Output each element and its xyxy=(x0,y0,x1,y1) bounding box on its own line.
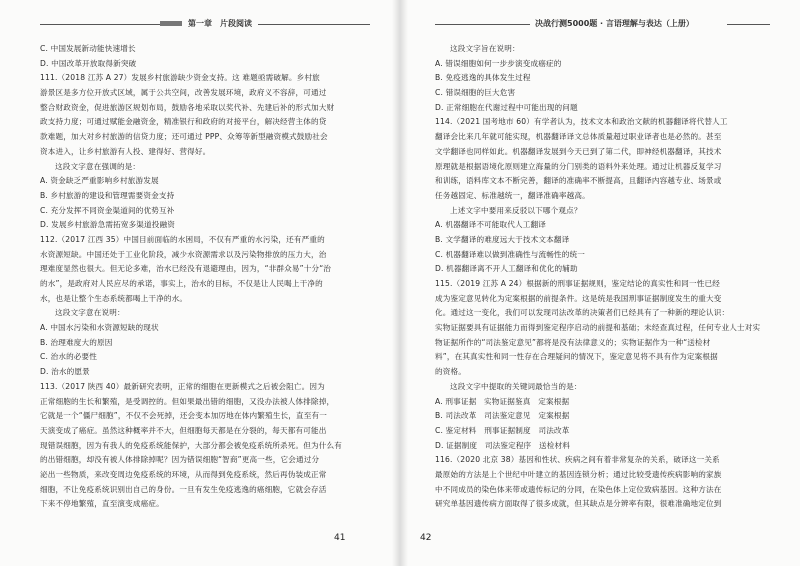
text-line: 上述文字中要用来反驳以下哪个观点？ xyxy=(450,205,582,215)
text-line: 116.（2020 北京 38）基因和性状、疾病之间有着非常复杂的关系，破译这一关系 xyxy=(435,455,720,465)
chapter-title: 第一章 片段阅读 xyxy=(188,19,252,28)
left-page-body xyxy=(40,42,370,512)
text-line: 研究单基因遗传病方面取得了很多成就，但其缺点是分辨率有限，很难准确地定位到 xyxy=(435,499,722,509)
text-line: A. 错误细胞如何一步步演变成癌症的 xyxy=(435,58,562,68)
text-line: 款难题，加大对乡村旅游的信贷力度；还可通过 PPP、众筹等新型融资模式鼓励社会 xyxy=(40,132,328,142)
text-line: C. 充分发挥不同资金渠道间的优势互补 xyxy=(40,205,175,215)
text-line: 这段文字中提取的关键词最恰当的是： xyxy=(450,381,582,391)
book-gutter-shadow xyxy=(392,0,408,566)
text-line: 111.（2018 江苏 A 27）发展乡村旅游缺少资金支持。这 难题亟需破解。乡村旅 xyxy=(40,73,320,83)
text-line: 整合财政资金，促进旅游区规划布局，鼓励各地采取以奖代补、先建后补的形式加大财 xyxy=(40,102,335,112)
text-line: B. 文学翻译的难度远大于技术文本翻译 xyxy=(435,234,570,244)
text-line: 游景区是多方位开放式区域，属于公共空间，改善发展环境，政府义不容辞，可通过 xyxy=(40,88,327,98)
text-line: 天演变成了癌症。虽然这种概率并不大，但细胞每天都是在分裂的，每天都有可能出 xyxy=(40,425,327,435)
right-page-body xyxy=(435,42,770,512)
text-line: 理难度显然也很大。但无论多难，治水已经没有退避理由，因为，“非群众易”十分“治 xyxy=(40,264,332,274)
text-line: 翻译会比来几年就可能实现，机器翻译译文总体质量超过职业译者也是必然的。甚至 xyxy=(435,132,722,142)
text-line: 细胞，不让免疫系统识别出自己的身份。一旦有发生免疫逃逸的癌细胞，它就会存活 xyxy=(40,484,327,494)
text-line: 这段文字意在强调的是： xyxy=(55,161,141,171)
text-line: 的出错细胞，却没有被人体排除掉呢？因为错误细胞“智商”更高一些，它会通过分 xyxy=(40,455,320,465)
text-line: 泌出一些物质，来改变周边免疫系统的环境，从而得到免疫系统，然后再伪装成正常 xyxy=(40,469,327,479)
text-line: 资本进入，让乡村旅游有人投、建得好、营得好。 xyxy=(40,146,211,156)
right-page xyxy=(400,0,800,566)
text-line: C. 中国发展新动能快速增长 xyxy=(40,44,136,53)
text-line: 的资格。 xyxy=(435,367,466,377)
text-line: C. 错误细胞的巨大危害 xyxy=(435,88,516,98)
text-line: 实物证据要具有证据能力而得到鉴定程序启动的前提和基础；未经查真过程，任何专业人士对实 xyxy=(435,323,761,333)
text-line: B. 治理难度大的原因 xyxy=(40,337,113,347)
text-line: 文学翻译也同样如此。机器翻译发展到今天已到了第二代，即神经机器翻译，其技术 xyxy=(435,146,722,156)
text-line: 料”，在其真实性和同一性存在合理疑问的情况下，鉴定意见将不具有作为定案根据 xyxy=(435,352,718,362)
text-line: 最原始的方法是上个世纪中叶建立的基因连锁分析；通过比较受遗传疾病影响的家族 xyxy=(435,469,722,479)
text-line: B. 免疫逃逸的具体发生过程 xyxy=(435,73,531,83)
text-line: D. 机器翻译离不开人工翻译和优化的辅助 xyxy=(435,264,578,274)
text-line: 原理就是根据语境化原则建立海量的分门别类的语料外来处理。通过让机器反复学习 xyxy=(435,161,722,171)
text-line: 113.（2017 陕西 40）最新研究表明，正常的细胞在更新模式之后被会阻亡。因为 xyxy=(40,381,325,391)
text-line: D. 中国改革开放取得新突破 xyxy=(40,58,137,68)
left-page-header xyxy=(40,18,370,32)
right-page-number: 42 xyxy=(420,533,432,543)
text-line: 水资源短缺。中国还处于工业化阶段，减少水资源需求以及污染物排放的压力大，治 xyxy=(40,249,327,259)
text-line: 115.（2019 江苏 A 24）根据新的刑事证据规则，鉴定结论的真实性和同一性已经 xyxy=(435,279,720,288)
text-line: D. 治水的愿景 xyxy=(40,367,90,377)
left-page-number: 41 xyxy=(334,533,346,543)
text-line: 112.（2017 江西 35）中国目前面临的水困局，不仅有严重的水污染，还有严重的 xyxy=(40,234,325,244)
text-line: D. 发展乡村旅游急需拓宽多渠道投融资 xyxy=(40,220,176,230)
text-line: 114.（2021 国考地市 60）有学者认为，技术文本和政治文献的机器翻译将代替人工 xyxy=(435,117,728,127)
text-line: 政支持力度；可通过赋能金融资金，精准银行和政府的对接平台，解决经营主体的贷 xyxy=(40,117,327,127)
text-line: C. 鉴定材料 刑事证据制度 司法改革 xyxy=(435,425,570,435)
book-title: 决战行测5000题 · 言语理解与表达（上册） xyxy=(535,19,694,28)
text-line: 成为鉴定意见转化为定案根据的前提条件。这是统是我国刑事证据制度发生的重大变 xyxy=(435,293,722,303)
text-line: B. 乡村旅游的建设和管理需要资金支持 xyxy=(40,190,175,200)
text-line: 任务越固定、标准越统一，翻译准确率越高。 xyxy=(435,190,590,200)
text-line: A. 机器翻译不可能取代人工翻译 xyxy=(435,220,547,230)
text-line: 它就是一个“僵尸细胞”，不仅不会死掉，还会变本加厉地在体内繁殖生长，直至有一 xyxy=(40,411,327,421)
text-line: 的水”，是政府对人民应尽的承诺，事实上，治水的目标，不仅是让人民喝上干净的 xyxy=(40,279,323,288)
text-line: 和训练，语料库文本不断完善，翻译的准确率不断提高，且翻译内容越专业、场景或 xyxy=(435,176,722,186)
text-line: D. 证据制度 司法鉴定程序 送检材料 xyxy=(435,440,571,450)
text-line: 物证据所作的“司法鉴定意见”都将是没有法律意义的；实物证据作为一种“送检材 xyxy=(435,337,711,347)
text-line: 水，也是让整个生态系统都喝上干净的水。 xyxy=(40,293,188,303)
text-line: A. 中国水污染和水资源短缺的现状 xyxy=(40,323,159,333)
text-line: 这段文字旨在说明： xyxy=(450,44,520,53)
text-line: B. 司法改革 司法鉴定意见 定案根据 xyxy=(435,411,570,421)
text-line: C. 机器翻译难以做到准确性与流畅性的统一 xyxy=(435,249,585,259)
text-line: C. 治水的必要性 xyxy=(40,352,98,362)
text-line: 正常细胞的生长和繁殖，是受调控的。但如果最出错的细胞，又没办法被人体排除掉， xyxy=(40,396,335,406)
text-line: 现错误细胞，因为有我人的免疫系统能保护，大部分都会被免疫系统所杀死。但为什么有 xyxy=(40,440,343,450)
text-line: 中不同成员的染色体来带或遗传标记的分同，在染色体上定位致病基因。这种方法在 xyxy=(435,484,722,494)
text-line: 下来不停地繁殖，直至演变成癌症。 xyxy=(40,499,164,509)
text-line: D. 正常细胞在代谢过程中可能出现的问题 xyxy=(435,102,578,112)
text-line: 化。通过这一变化，我们可以发现司法改革的决策者们已经具有了一种新的理论认识： xyxy=(435,308,730,318)
text-line: A. 资金缺乏严重影响乡村旅游发展 xyxy=(40,176,159,186)
text-line: A. 刑事证据 实物证据鉴真 定案根据 xyxy=(435,396,570,406)
text-line: 这段文字意在说明： xyxy=(55,308,125,318)
right-page-header xyxy=(435,18,770,32)
